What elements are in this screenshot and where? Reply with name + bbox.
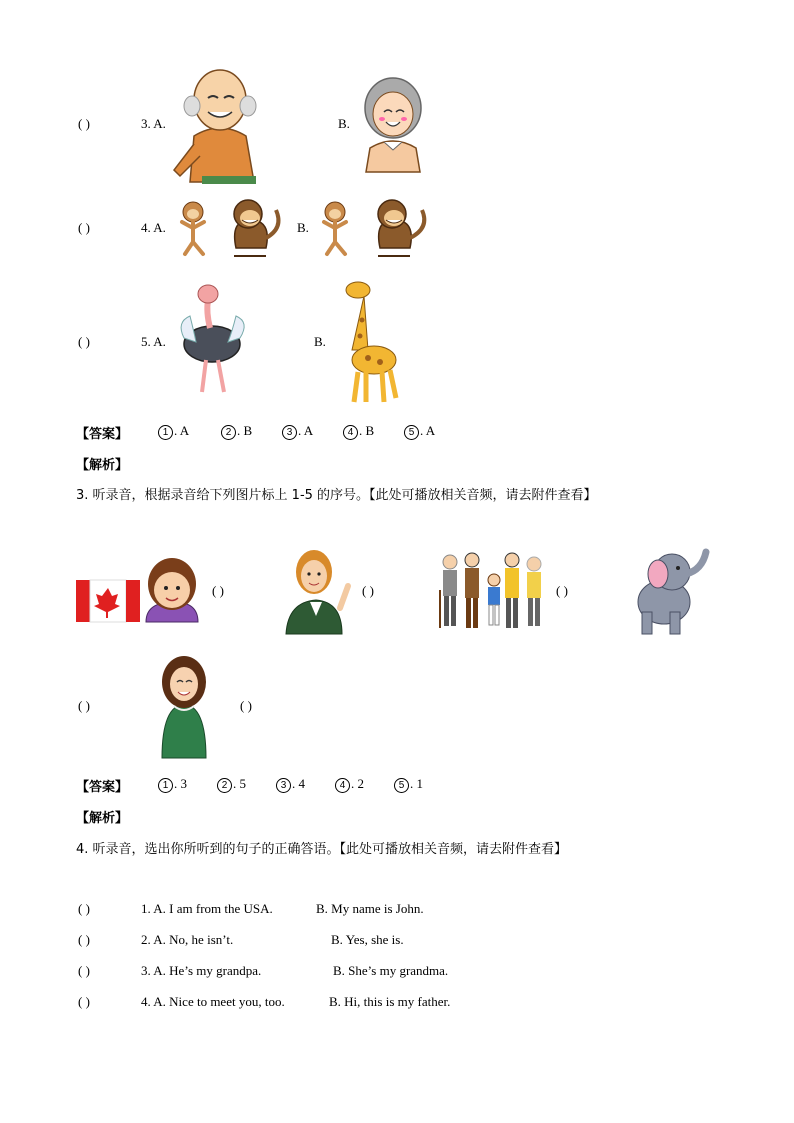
ostrich-picture [176,282,250,398]
giraffe-picture [334,276,404,406]
option-b: B. Yes, she is. [331,932,404,947]
option-b: B. Hi, this is my father. [329,994,451,1009]
answer-blank[interactable]: ( ) [78,963,90,978]
option-a: 3. A. He’s my grandpa. [141,963,262,978]
monkeys-picture [176,198,288,264]
family-picture [438,550,548,632]
answer-blank[interactable]: ( ) [240,698,252,713]
waving-man-picture [284,546,350,636]
answer-item: 5 . 1 [394,776,423,793]
option-a: 2. A. No, he isn’t. [141,932,234,947]
grandma-picture [360,76,426,174]
answer-item: 5 . A [404,423,435,440]
answer-label: 【答案】 [76,780,129,795]
answer-blank[interactable]: ( ) [78,932,90,947]
answer-blank[interactable]: ( ) [78,698,90,713]
analysis-label: 【解析】 [76,458,129,473]
option-b-label: B. [314,334,326,349]
option-b: B. My name is John. [316,901,424,916]
answer-item: 4 . B [343,423,374,440]
monkeys-picture [318,198,436,264]
item-number: 4. A. [141,220,166,235]
answer-blank[interactable]: ( ) [78,220,90,235]
option-b-label: B. [297,220,309,235]
analysis-label: 【解析】 [76,811,129,826]
question-4: 4. 听录音，选出你所听到的句子的正确答语。【此处可播放相关音频，请去附件查看】 [76,842,568,857]
answer-blank[interactable]: ( ) [212,583,224,598]
answer-blank[interactable]: ( ) [362,583,374,598]
answer-item: 3 . A [282,423,313,440]
item-number: 5. A. [141,334,166,349]
answer-label: 【答案】 [76,427,129,442]
answer-item: 3 . 4 [276,776,305,793]
answer-blank[interactable]: ( ) [78,994,90,1009]
answer-item: 2 . B [221,423,252,440]
elephant-picture [632,546,712,636]
option-b-label: B. [338,116,350,131]
answer-item: 1 . 3 [158,776,187,793]
question-3: 3. 听录音，根据录音给下列图片标上 1-5 的序号。【此处可播放相关音频，请去附件查看】 [76,488,597,503]
woman-picture [152,654,216,760]
item-number: 3. A. [141,116,166,131]
answer-item: 4 . 2 [335,776,364,793]
option-b: B. She’s my grandma. [333,963,449,978]
answer-blank[interactable]: ( ) [556,583,568,598]
canada-boy-picture [76,554,198,626]
answer-blank[interactable]: ( ) [78,334,90,349]
grandpa-picture [172,66,268,184]
option-a: 1. A. I am from the USA. [141,901,273,916]
answer-blank[interactable]: ( ) [78,116,90,131]
answer-item: 2 . 5 [217,776,246,793]
answer-item: 1 . A [158,423,189,440]
option-a: 4. A. Nice to meet you, too. [141,994,285,1009]
answer-blank[interactable]: ( ) [78,901,90,916]
